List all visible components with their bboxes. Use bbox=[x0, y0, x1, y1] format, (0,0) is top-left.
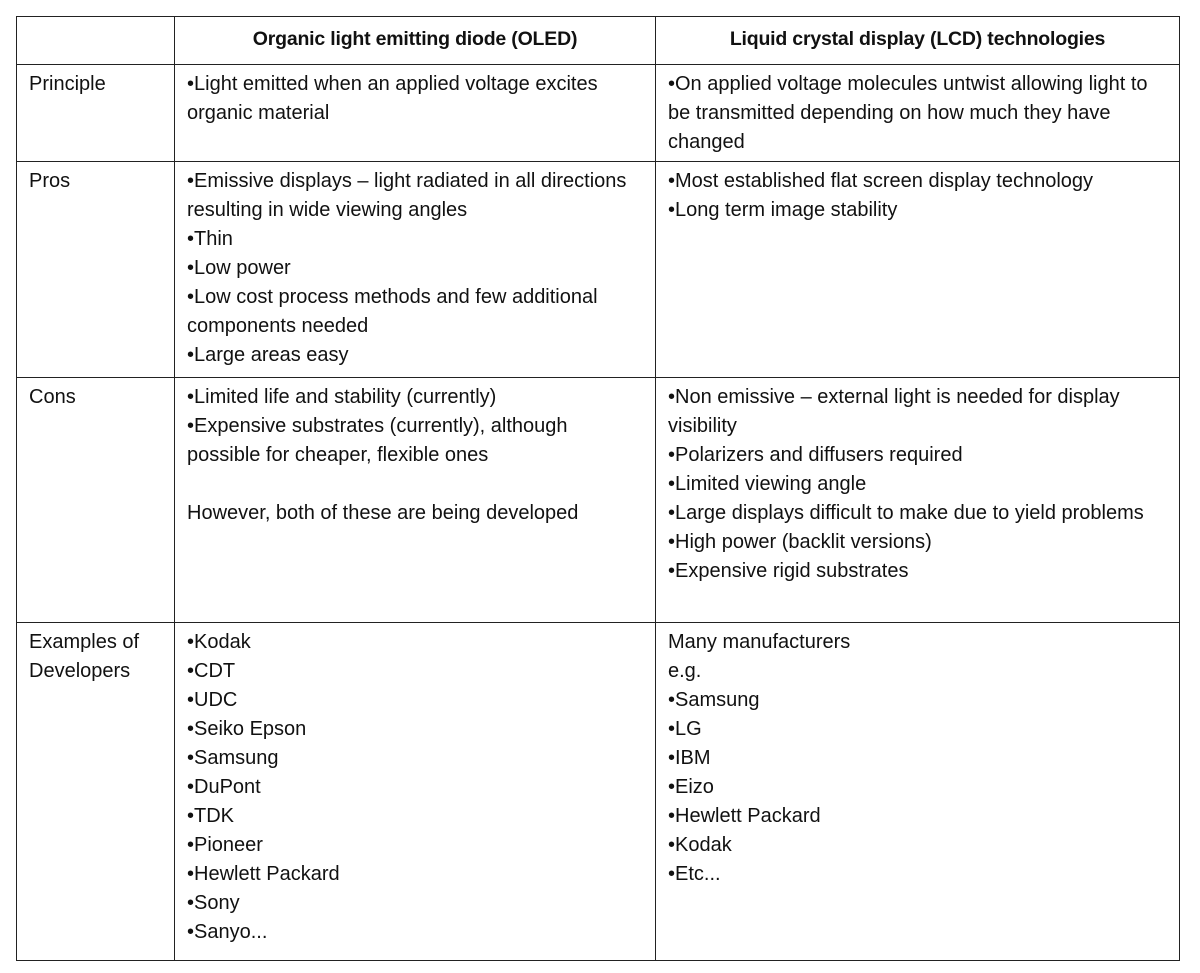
row-examples bbox=[17, 623, 1180, 961]
lcd-developer-intro: e.g. bbox=[668, 660, 702, 682]
oled-developer: •Sony bbox=[187, 892, 240, 914]
oled-developer: •Hewlett Packard bbox=[187, 863, 340, 885]
oled-developer: •Sanyo... bbox=[187, 921, 268, 943]
cons-lcd-cell bbox=[656, 378, 1180, 623]
comparison-table bbox=[16, 16, 1180, 961]
cons-lcd-item: •Expensive rigid substrates bbox=[668, 560, 909, 582]
cons-lcd-item: •Limited viewing angle bbox=[668, 473, 867, 495]
cons-oled-blank-line bbox=[187, 470, 643, 499]
oled-developer: •Pioneer bbox=[187, 834, 263, 856]
oled-developer: •TDK bbox=[187, 805, 235, 827]
pros-oled-item: •Large areas easy bbox=[187, 344, 349, 366]
principle-lcd-cell bbox=[656, 65, 1180, 162]
lcd-developer: •IBM bbox=[668, 747, 711, 769]
pros-lcd-cell bbox=[656, 162, 1180, 378]
row-label-cons: Cons bbox=[17, 378, 175, 623]
lcd-developer-intro: Many manufacturers bbox=[668, 631, 851, 653]
cons-lcd-item: •Non emissive – external light is needed for display visibility bbox=[668, 386, 1120, 437]
row-label-principle: Principle bbox=[17, 65, 175, 162]
header-oled: Organic light emitting diode (OLED) bbox=[175, 17, 656, 65]
lcd-developer: •Samsung bbox=[668, 689, 760, 711]
examples-oled-cell bbox=[175, 623, 656, 961]
cons-lcd-item: •High power (backlit versions) bbox=[668, 531, 932, 553]
row-label-pros: Pros bbox=[17, 162, 175, 378]
cons-oled-item: •Limited life and stability (currently) bbox=[187, 386, 497, 408]
principle-oled-line: •Light emitted when an applied voltage excites organic material bbox=[187, 73, 598, 124]
lcd-developer: •Etc... bbox=[668, 863, 721, 885]
pros-oled-item: •Low power bbox=[187, 257, 291, 279]
cons-lcd-item: •Large displays difficult to make due to yield problems bbox=[668, 502, 1144, 524]
cons-oled-note: However, both of these are being developed bbox=[187, 502, 579, 524]
lcd-developer: •Eizo bbox=[668, 776, 714, 798]
principle-lcd-line: •On applied voltage molecules untwist allowing light to be transmitted depending on how much they have changed bbox=[668, 73, 1148, 153]
oled-developer: •Seiko Epson bbox=[187, 718, 307, 740]
lcd-developer: •LG bbox=[668, 718, 702, 740]
oled-developer: •DuPont bbox=[187, 776, 261, 798]
examples-lcd-cell bbox=[656, 623, 1180, 961]
pros-oled-item: •Thin bbox=[187, 228, 233, 250]
oled-developer: •UDC bbox=[187, 689, 238, 711]
lcd-developer: •Hewlett Packard bbox=[668, 805, 821, 827]
row-cons bbox=[17, 378, 1180, 623]
oled-developer: •Kodak bbox=[187, 631, 251, 653]
cons-oled-cell bbox=[175, 378, 656, 623]
pros-oled-cell bbox=[175, 162, 656, 378]
cons-oled-item: •Expensive substrates (currently), although possible for cheaper, flexible ones bbox=[187, 415, 568, 466]
pros-lcd-item: •Long term image stability bbox=[668, 199, 898, 221]
header-row bbox=[17, 17, 1180, 65]
header-corner-cell bbox=[17, 17, 175, 65]
row-principle bbox=[17, 65, 1180, 162]
pros-oled-item: •Emissive displays – light radiated in all directions resulting in wide viewing angles bbox=[187, 170, 627, 221]
header-lcd: Liquid crystal display (LCD) technologies bbox=[656, 17, 1180, 65]
lcd-developer: •Kodak bbox=[668, 834, 732, 856]
row-pros bbox=[17, 162, 1180, 378]
principle-oled-cell bbox=[175, 65, 656, 162]
cons-lcd-item: •Polarizers and diffusers required bbox=[668, 444, 963, 466]
pros-oled-item: •Low cost process methods and few additional components needed bbox=[187, 286, 598, 337]
pros-lcd-item: •Most established flat screen display technology bbox=[668, 170, 1094, 192]
row-label-examples: Examples of Developers bbox=[17, 623, 175, 961]
oled-developer: •CDT bbox=[187, 660, 236, 682]
oled-developer: •Samsung bbox=[187, 747, 279, 769]
